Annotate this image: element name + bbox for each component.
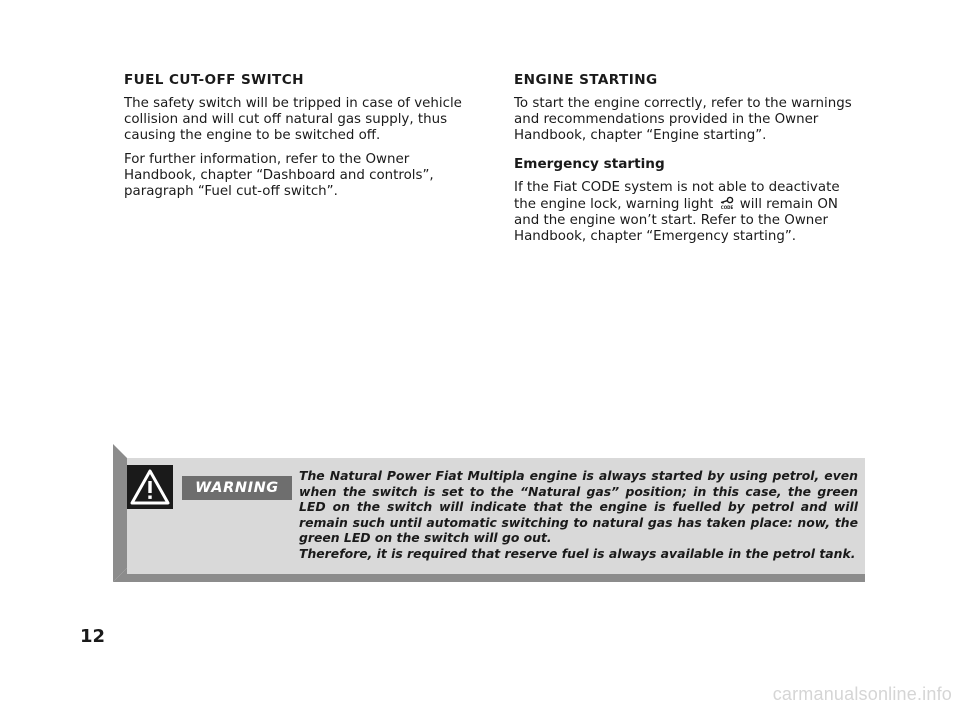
warning-text bbox=[299, 468, 858, 561]
engine-starting-heading: ENGINE STARTING bbox=[514, 72, 658, 88]
page-number: 12 bbox=[80, 626, 106, 647]
fuel-cutoff-paragraph-2: For further information, refer to the Owner Handbook, chapter “Dashboard and controls”, paragraph “Fuel cut-off switch”. bbox=[124, 152, 434, 199]
fuel-cutoff-heading: FUEL CUT-OFF SWITCH bbox=[124, 72, 304, 88]
watermark: carmanualsonline.info bbox=[772, 684, 952, 704]
fiat-code-warning-light-icon bbox=[719, 196, 735, 210]
fuel-cutoff-paragraph-1: The safety switch will be tripped in case of vehicle collision and will cut off natural gas supply, thus causing the engine to be switched off. bbox=[124, 96, 462, 143]
fuel-cutoff-section bbox=[124, 68, 474, 208]
engine-starting-section bbox=[514, 68, 864, 253]
warning-label: WARNING bbox=[182, 476, 292, 500]
emergency-starting-paragraph bbox=[514, 180, 864, 245]
emergency-text-before: If the Fiat CODE system is not able to deactivate the engine lock, warning light bbox=[514, 180, 840, 212]
warning-triangle-icon bbox=[127, 465, 173, 509]
code-icon-text: CODE bbox=[720, 205, 733, 210]
emergency-text-after: will remain ON and the engine won’t start. Refer to the Owner Handbook, chapter “Emergency starting”. bbox=[514, 197, 838, 244]
warning-text-main: The Natural Power Fiat Multipla engine is always started by using petrol, even when the switch is set to the “Natural gas” position; in this case, the green LED on the switch will indicate that the engine is fuelled by petrol and will remain such until automatic switching to natural gas has taken place: now, the green LED on the switch will go out. bbox=[299, 468, 858, 545]
warning-text-reserve: Therefore, it is required that reserve fuel is always available in the petrol tank. bbox=[299, 545, 856, 561]
engine-starting-paragraph: To start the engine correctly, refer to the warnings and recommendations provided in the Owner Handbook, chapter “Engine starting”. bbox=[514, 96, 852, 143]
emergency-starting-heading: Emergency starting bbox=[514, 156, 665, 172]
